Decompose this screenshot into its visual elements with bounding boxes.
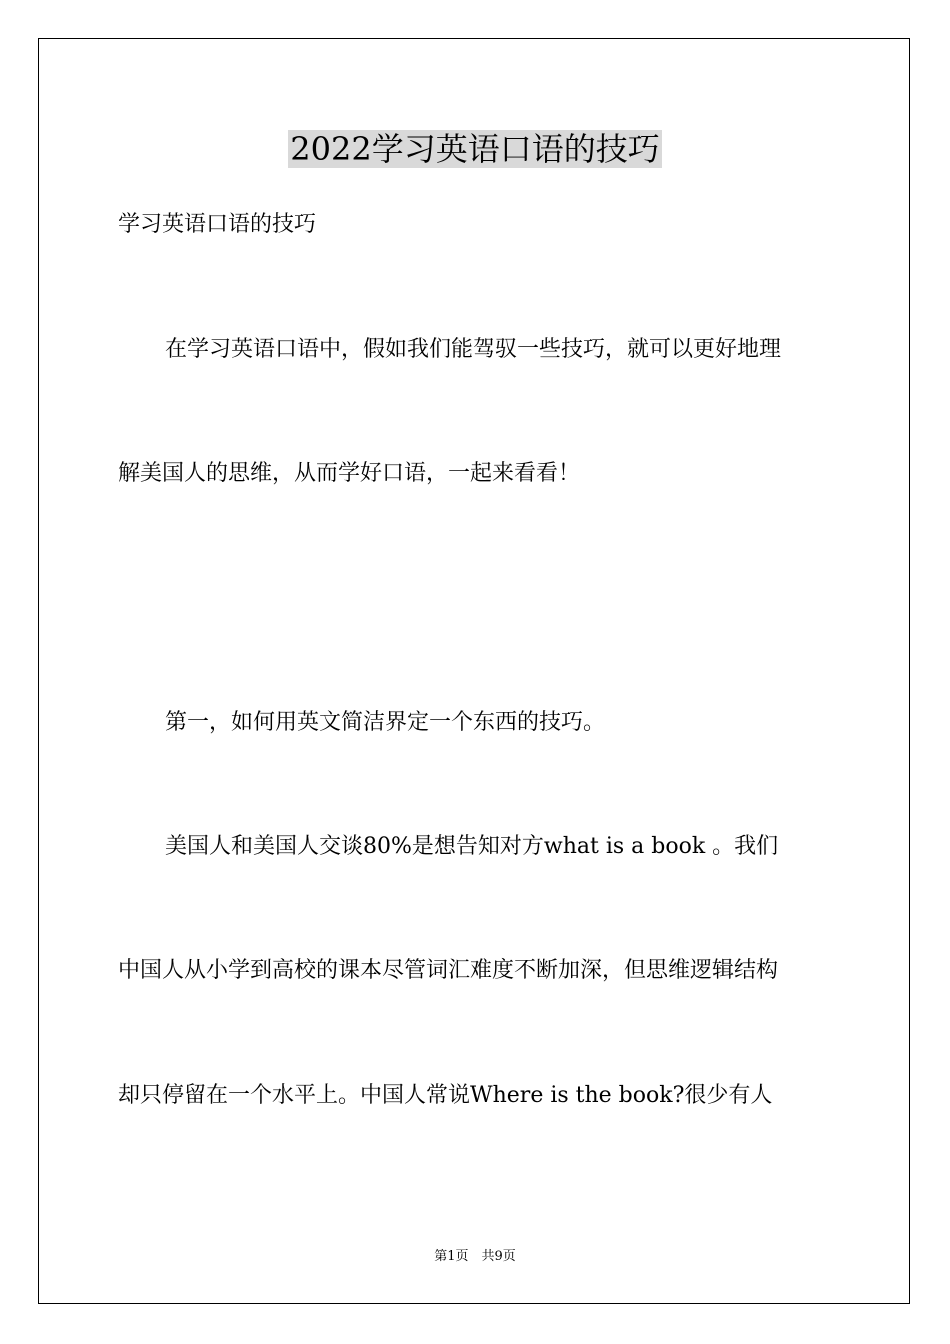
paragraph-line: 解美国人的思维，从而学好口语，一起来看看！ <box>118 461 581 486</box>
document-title-text: 2022学习英语口语的技巧 <box>290 130 660 168</box>
document-title <box>0 128 950 170</box>
paragraph-line: 中国人从小学到高校的课本尽管词汇难度不断加深，但思维逻辑结构 <box>118 958 779 983</box>
paragraph-line: 美国人和美国人交谈80%是想告知对方what is a book 。我们 <box>165 834 779 859</box>
paragraph-line: 第一，如何用英文简洁界定一个东西的技巧。 <box>165 710 606 735</box>
paragraph-line: 在学习英语口语中，假如我们能驾驭一些技巧，就可以更好地理 <box>165 337 782 362</box>
page-footer: 第1页 共9页 <box>434 1249 516 1264</box>
subtitle-line: 学习英语口语的技巧 <box>118 212 317 237</box>
paragraph-line: 却只停留在一个水平上。中国人常说Where is the book?很少有人 <box>118 1083 773 1108</box>
